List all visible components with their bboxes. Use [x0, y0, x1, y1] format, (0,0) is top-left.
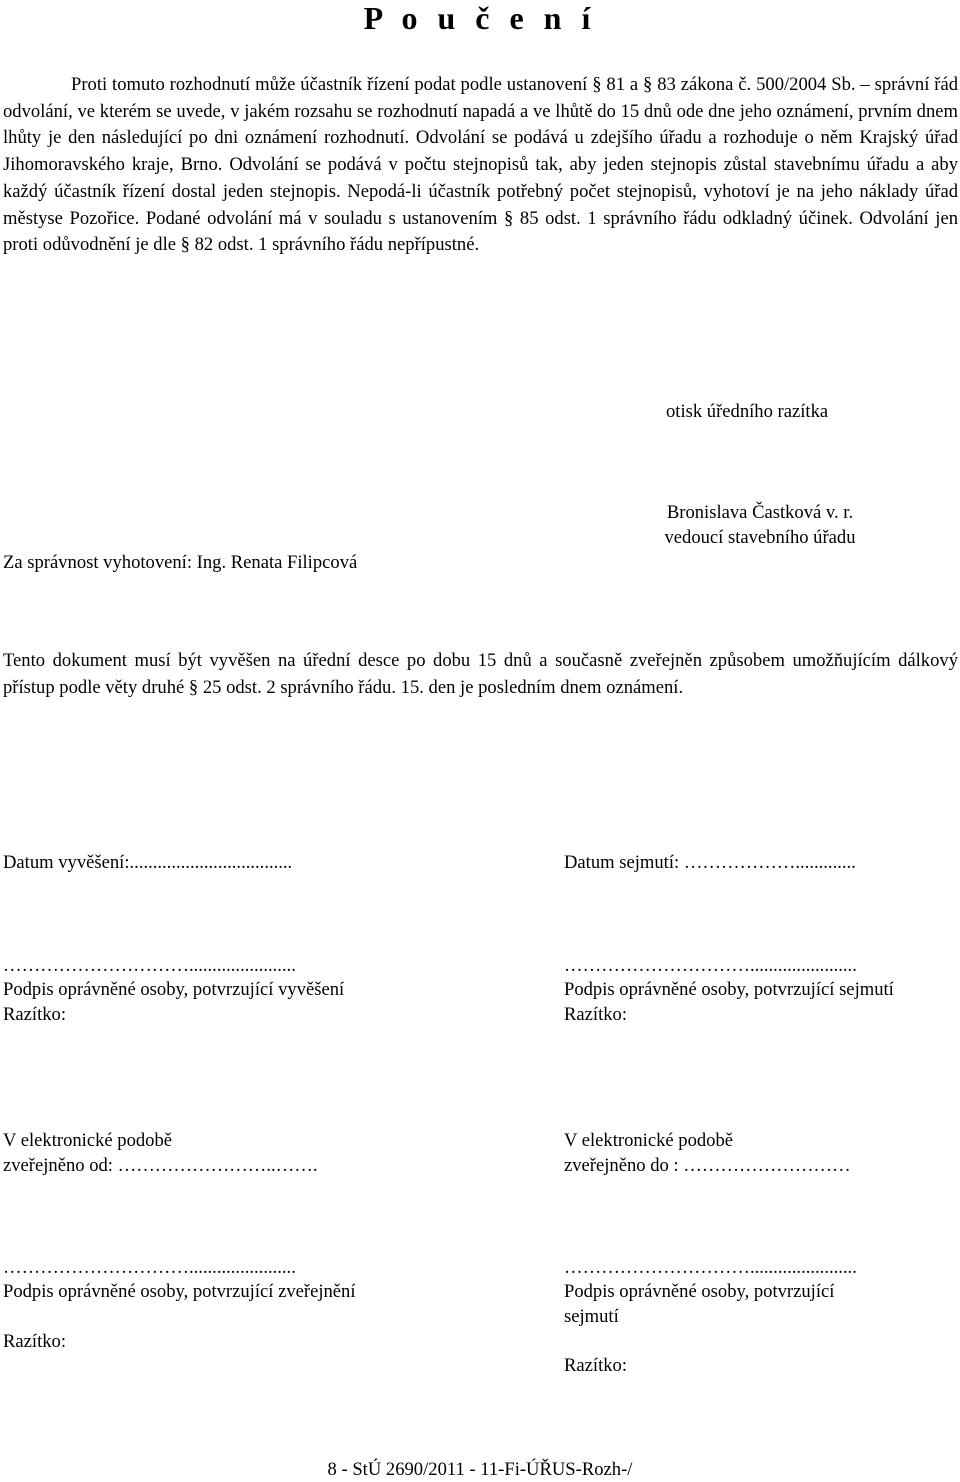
signature-label-unpublish-1: Podpis oprávněné osoby, potvrzující — [564, 1281, 835, 1302]
stamp-label-posting: Razítko: — [3, 1004, 66, 1025]
stamp-label-publication: Razítko: — [3, 1331, 66, 1352]
official-signature-block — [640, 500, 880, 550]
posting-paragraph: Tento dokument musí být vyvěšen na úřední desce po dobu 15 dnů a současně zveřejněn způsobem umožňujícím dálkový přístup podle věty druhé § 25 odst. 2 správního řádu. 15. den je posledním dnem oznámení. — [3, 650, 958, 698]
stamp-label-unpublish: Razítko: — [564, 1355, 627, 1376]
correctness-statement: Za správnost vyhotovení: Ing. Renata Filipcová — [3, 552, 358, 573]
official-name: Bronislava Častková v. r. — [666, 502, 854, 523]
electronic-label-left: V elektronické podobě — [3, 1130, 173, 1151]
signature-line-removal: …………………………....................... — [564, 955, 857, 976]
signature-line-publication: …………………………....................... — [3, 1257, 296, 1278]
electronic-label-right: V elektronické podobě — [564, 1130, 734, 1151]
signature-line-unpublish: …………………………....................... — [564, 1257, 857, 1278]
page-title: P o u č e n í — [363, 0, 597, 36]
official-role: vedoucí stavebního úřadu — [664, 527, 856, 548]
signature-label-posting: Podpis oprávněné osoby, potvrzující vyvěšení — [3, 979, 345, 1000]
signature-label-unpublish-2: sejmutí — [564, 1306, 619, 1327]
signature-label-publication: Podpis oprávněné osoby, potvrzující zveřejnění — [3, 1281, 356, 1302]
stamp-note: otisk úředního razítka — [666, 401, 829, 422]
signature-label-removal: Podpis oprávněné osoby, potvrzující sejmutí — [564, 979, 894, 1000]
date-removed-field: Datum sejmutí: ………………............. — [564, 852, 856, 873]
document-reference-footer: 8 - StÚ 2690/2011 - 11-Fi-ÚŘUS-Rozh-/ — [327, 1459, 633, 1480]
date-posted-field: Datum vyvěšení:................................... — [3, 852, 293, 873]
stamp-label-removal: Razítko: — [564, 1004, 627, 1025]
published-to-field: zveřejněno do : ……………………… — [564, 1155, 851, 1176]
signature-line-posting: …………………………....................... — [3, 955, 296, 976]
instruction-paragraph: Proti tomuto rozhodnutí může účastník řízení podat podle ustanovení § 81 a § 83 zákona č. 500/2004 Sb. – správní řád odvolání, ve kterém se uvede, v jakém rozsahu se rozhodnutí napadá a ve lhůtě do 15 dnů ode dne jeho oznámení, prvním dnem lhůty je den následující po dni oznámení rozhodnutí. Odvolání se podává u zdejšího úřadu a rozhoduje o něm Krajský úřad Jihomoravského kraje, Brno. Odvolání se podává v počtu stejnopisů tak, aby jeden stejnopis zůstal stavebnímu úřadu a aby každý účastník řízení dostal jeden stejnopis. Nepodá-li účastník potřebný počet stejnopisů, vyhotoví je na jeho náklady úřad městyse Pozořice. Podané odvolání má v souladu s ustanovením § 85 odst. 1 správního řádu odkladný účinek. Odvolání jen proti odůvodnění je dle § 82 odst. 1 správního řádu nepřípustné. — [3, 74, 958, 256]
published-from-field: zveřejněno od: ……………………..……. — [3, 1155, 318, 1176]
